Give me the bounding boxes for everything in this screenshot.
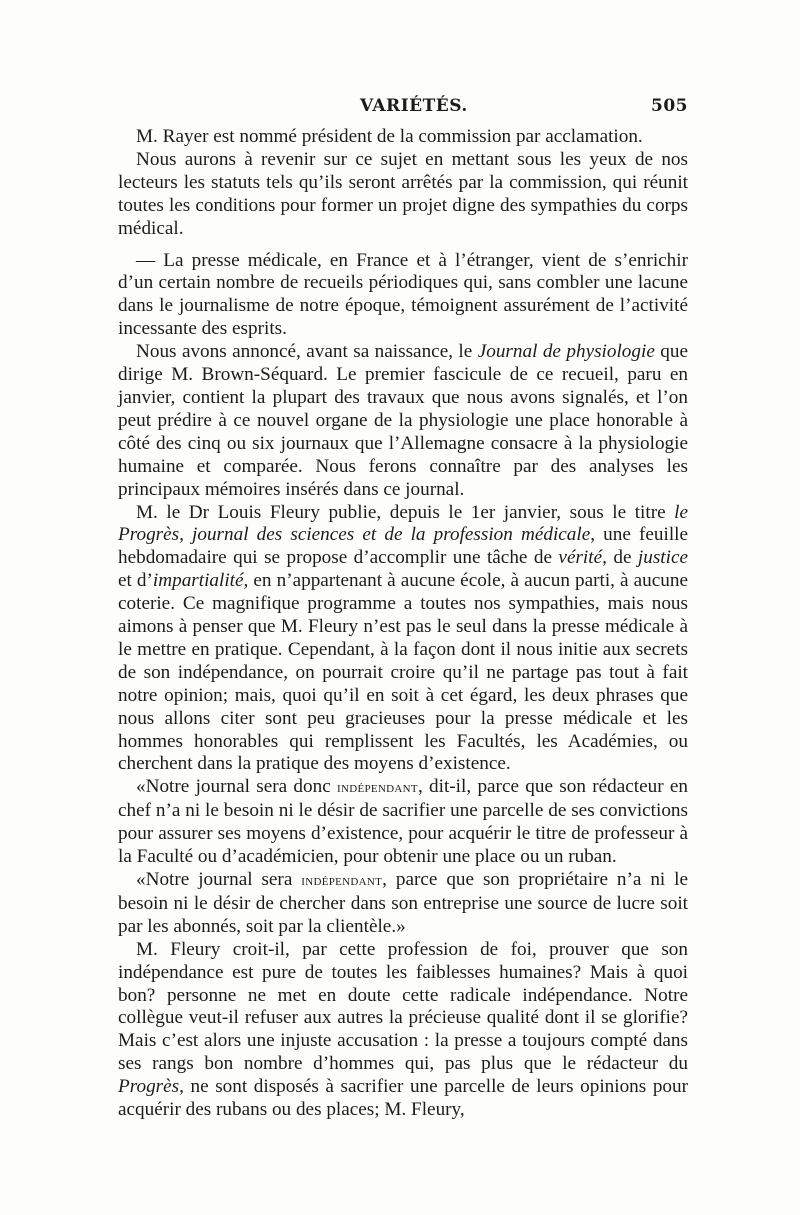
text-run: M. Rayer est nommé président de la commission par acclamation. (136, 126, 643, 147)
text-run: «Notre journal sera donc (136, 776, 338, 798)
body-text (118, 126, 688, 1122)
paragraph (118, 341, 688, 501)
italic-text: Progrès (118, 1076, 180, 1098)
text-run: et d’ (118, 570, 153, 592)
italic-text: le Progrès, journal des sciences et de la profession médicale (118, 501, 688, 546)
text-run: que dirige M. Brown-Séquard. Le premier fascicule de ce recueil, paru en janvier, contient la plupart des travaux que nous avons signalés, et l’on peut prédire à ce nouvel organe de la physiologie une place honorable à côté des cinq ou six journaux que l’Allemagne consacre à la physiologie humaine et comparée. Nous ferons connaître par des analyses les principaux mémoires insérés dans ce journal. (118, 341, 688, 500)
text-run: , dit-il, parce que son rédacteur en chef n’a ni le besoin ni le désir de sacrifier une parcelle de ses convictions pour assurer ses moyens d’existence, pour acquérir le titre de professeur à la Faculté ou d’académicien, pour obtenir une place ou un ruban. (118, 776, 689, 868)
paragraph (118, 149, 688, 241)
text-run: M. Fleury croit-il, par cette profession de foi, prouver que son indépendance est pure de toutes les faiblesses humaines? Mais à quoi bon? personne ne met en doute cette radicale indépendance. Notre collègue veut-il refuser aux autres la précieuse qualité dont il se glorifie? Mais c’est alors une injuste accusation : la presse a toujours compté dans ses rangs bon nombre d’hommes qui, pas plus que le rédacteur du (118, 938, 688, 1075)
text-run: Nous aurons à revenir sur ce sujet en mettant sous les yeux de nos lecteurs les statuts tels qu’ils seront arrêtés par la commission, qui réunit toutes les conditions pour former un projet digne des sympathies du corps médical. (118, 148, 688, 239)
text-run: Nous avons annoncé, avant sa naissance, le (136, 341, 478, 363)
text-run: , ne sont disposés à sacrifier une parcelle de leurs opinions pour acquérir des rubans ou des places; M. Fleury, (118, 1076, 688, 1121)
italic-text: vérité (558, 547, 603, 569)
running-head (118, 96, 688, 126)
italic-text: justice (637, 547, 688, 569)
italic-text: Journal de physiologie (477, 341, 655, 363)
paragraph (118, 776, 688, 869)
text-run: — La presse médicale, en France et à l’étranger, vient de s’enrichir d’un certain nombre de recueils périodiques qui, sans combler une lacune dans le journalisme de notre époque, témoignent assurément de l’activité incessante des esprits. (118, 249, 688, 340)
text-run: , en n’appartenant à aucune école, à aucun parti, à aucune coterie. Ce magnifique programme a toutes nos sympathies, mais nous aimons à penser que M. Fleury n’est pas le seul dans la presse médicale à le mettre en pratique. Cependant, à la façon dont il nous initie aux secrets de son indépendance, on pourrait croire qu’il ne partage pas tout à fait notre opinion; mais, quoi qu’il en soit à cet égard, les deux phrases que nous allons citer sont peu gracieuses pour la presse médicale et les hommes honorables qui remplissent les Facultés, les Académies, ou cherchent dans la pratique des moyens d’existence. (118, 570, 688, 775)
paragraph (118, 250, 688, 342)
text-run: , une feuille hebdomadaire qui se propose d’accomplir une tâche de (118, 524, 688, 569)
paragraph (118, 869, 688, 939)
paragraph (118, 502, 688, 777)
running-title: VARIÉTÉS. (360, 96, 468, 116)
text-run: «Notre journal sera (136, 869, 302, 890)
text-run: , de (602, 547, 638, 569)
page-number: 505 (651, 96, 688, 116)
paragraph (118, 939, 688, 1122)
italic-text: impartialité (152, 570, 244, 592)
paragraph (118, 126, 688, 149)
text-run: , parce que son propriétaire n’a ni le besoin ni le désir de chercher dans son entreprise une source de lucre soit par les abonnés, soit par la clientèle.» (118, 869, 688, 937)
smallcaps-text: indépendant (301, 872, 383, 889)
text-run: M. le Dr Louis Fleury publie, depuis le 1er janvier, sous le titre (136, 501, 675, 523)
smallcaps-text: indépendant (337, 779, 418, 797)
